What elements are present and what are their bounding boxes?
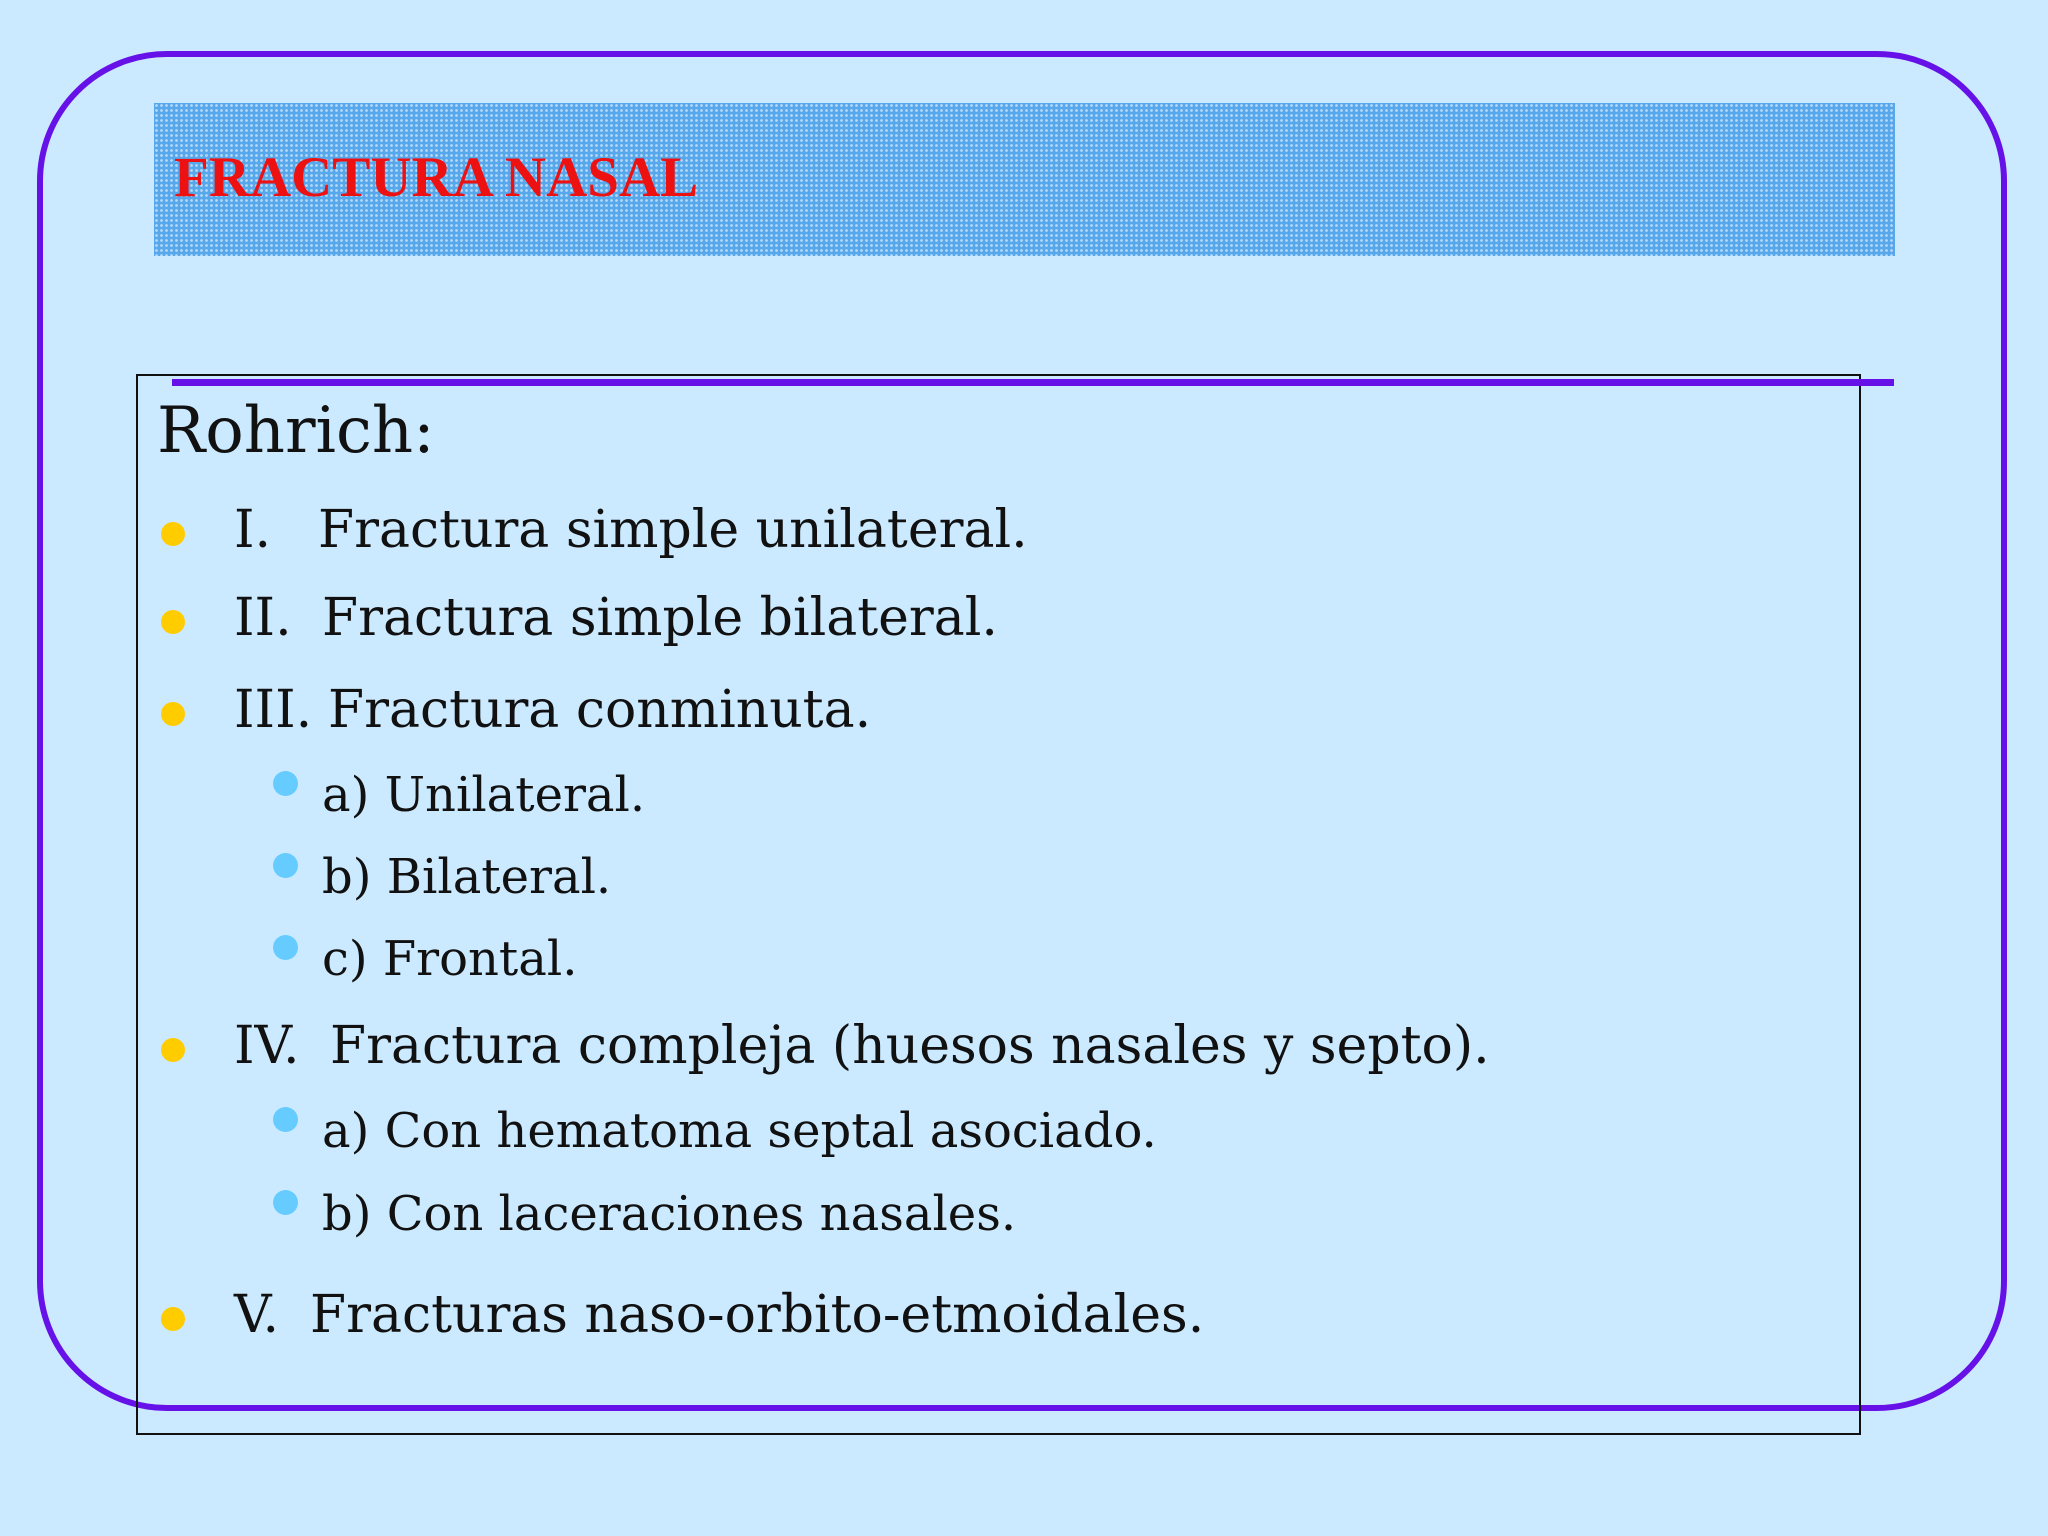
item-number: V. bbox=[234, 1285, 279, 1345]
item-number: I. bbox=[234, 500, 272, 560]
list-item-V bbox=[0, 1282, 2048, 1352]
item-label: Fractura compleja (huesos nasales y septo). bbox=[330, 1016, 1490, 1076]
list-item-II bbox=[0, 585, 2048, 655]
item-label: Fractura simple unilateral. bbox=[318, 500, 1028, 560]
bullet-icon bbox=[161, 610, 185, 634]
sub-item-label: b) Con laceraciones nasales. bbox=[322, 1186, 1017, 1242]
sub-item-IV-a bbox=[0, 1100, 2048, 1162]
sub-bullet-icon bbox=[273, 935, 298, 960]
item-label: Fractura conminuta. bbox=[328, 680, 872, 740]
list-item-IV bbox=[0, 1013, 2048, 1083]
sub-bullet-icon bbox=[273, 1190, 298, 1215]
item-label: Fracturas naso-orbito-etmoidales. bbox=[310, 1285, 1205, 1345]
bullet-icon bbox=[161, 522, 185, 546]
sub-bullet-icon bbox=[273, 853, 298, 878]
slide-title: FRACTURA NASAL bbox=[174, 146, 699, 209]
sub-item-label: b) Bilateral. bbox=[322, 849, 612, 905]
bullet-icon bbox=[161, 1038, 185, 1062]
item-number: III. bbox=[234, 680, 313, 740]
list-item-III bbox=[0, 677, 2048, 747]
sub-item-label: a) Con hematoma septal asociado. bbox=[322, 1103, 1157, 1159]
item-number: IV. bbox=[234, 1016, 300, 1076]
bullet-icon bbox=[161, 702, 185, 726]
list-item-I bbox=[0, 497, 2048, 567]
sub-item-label: a) Unilateral. bbox=[322, 767, 646, 823]
bullet-icon bbox=[161, 1307, 185, 1331]
item-label: Fractura simple bilateral. bbox=[322, 588, 998, 648]
item-number: II. bbox=[234, 588, 292, 648]
sub-item-III-c bbox=[0, 928, 2048, 990]
sub-item-IV-b bbox=[0, 1183, 2048, 1245]
classification-heading: Rohrich: bbox=[157, 394, 435, 468]
sub-bullet-icon bbox=[273, 771, 298, 796]
sub-item-III-a bbox=[0, 764, 2048, 826]
sub-item-III-b bbox=[0, 846, 2048, 908]
sub-item-label: c) Frontal. bbox=[322, 931, 578, 987]
accent-line bbox=[172, 379, 1894, 386]
sub-bullet-icon bbox=[273, 1107, 298, 1132]
